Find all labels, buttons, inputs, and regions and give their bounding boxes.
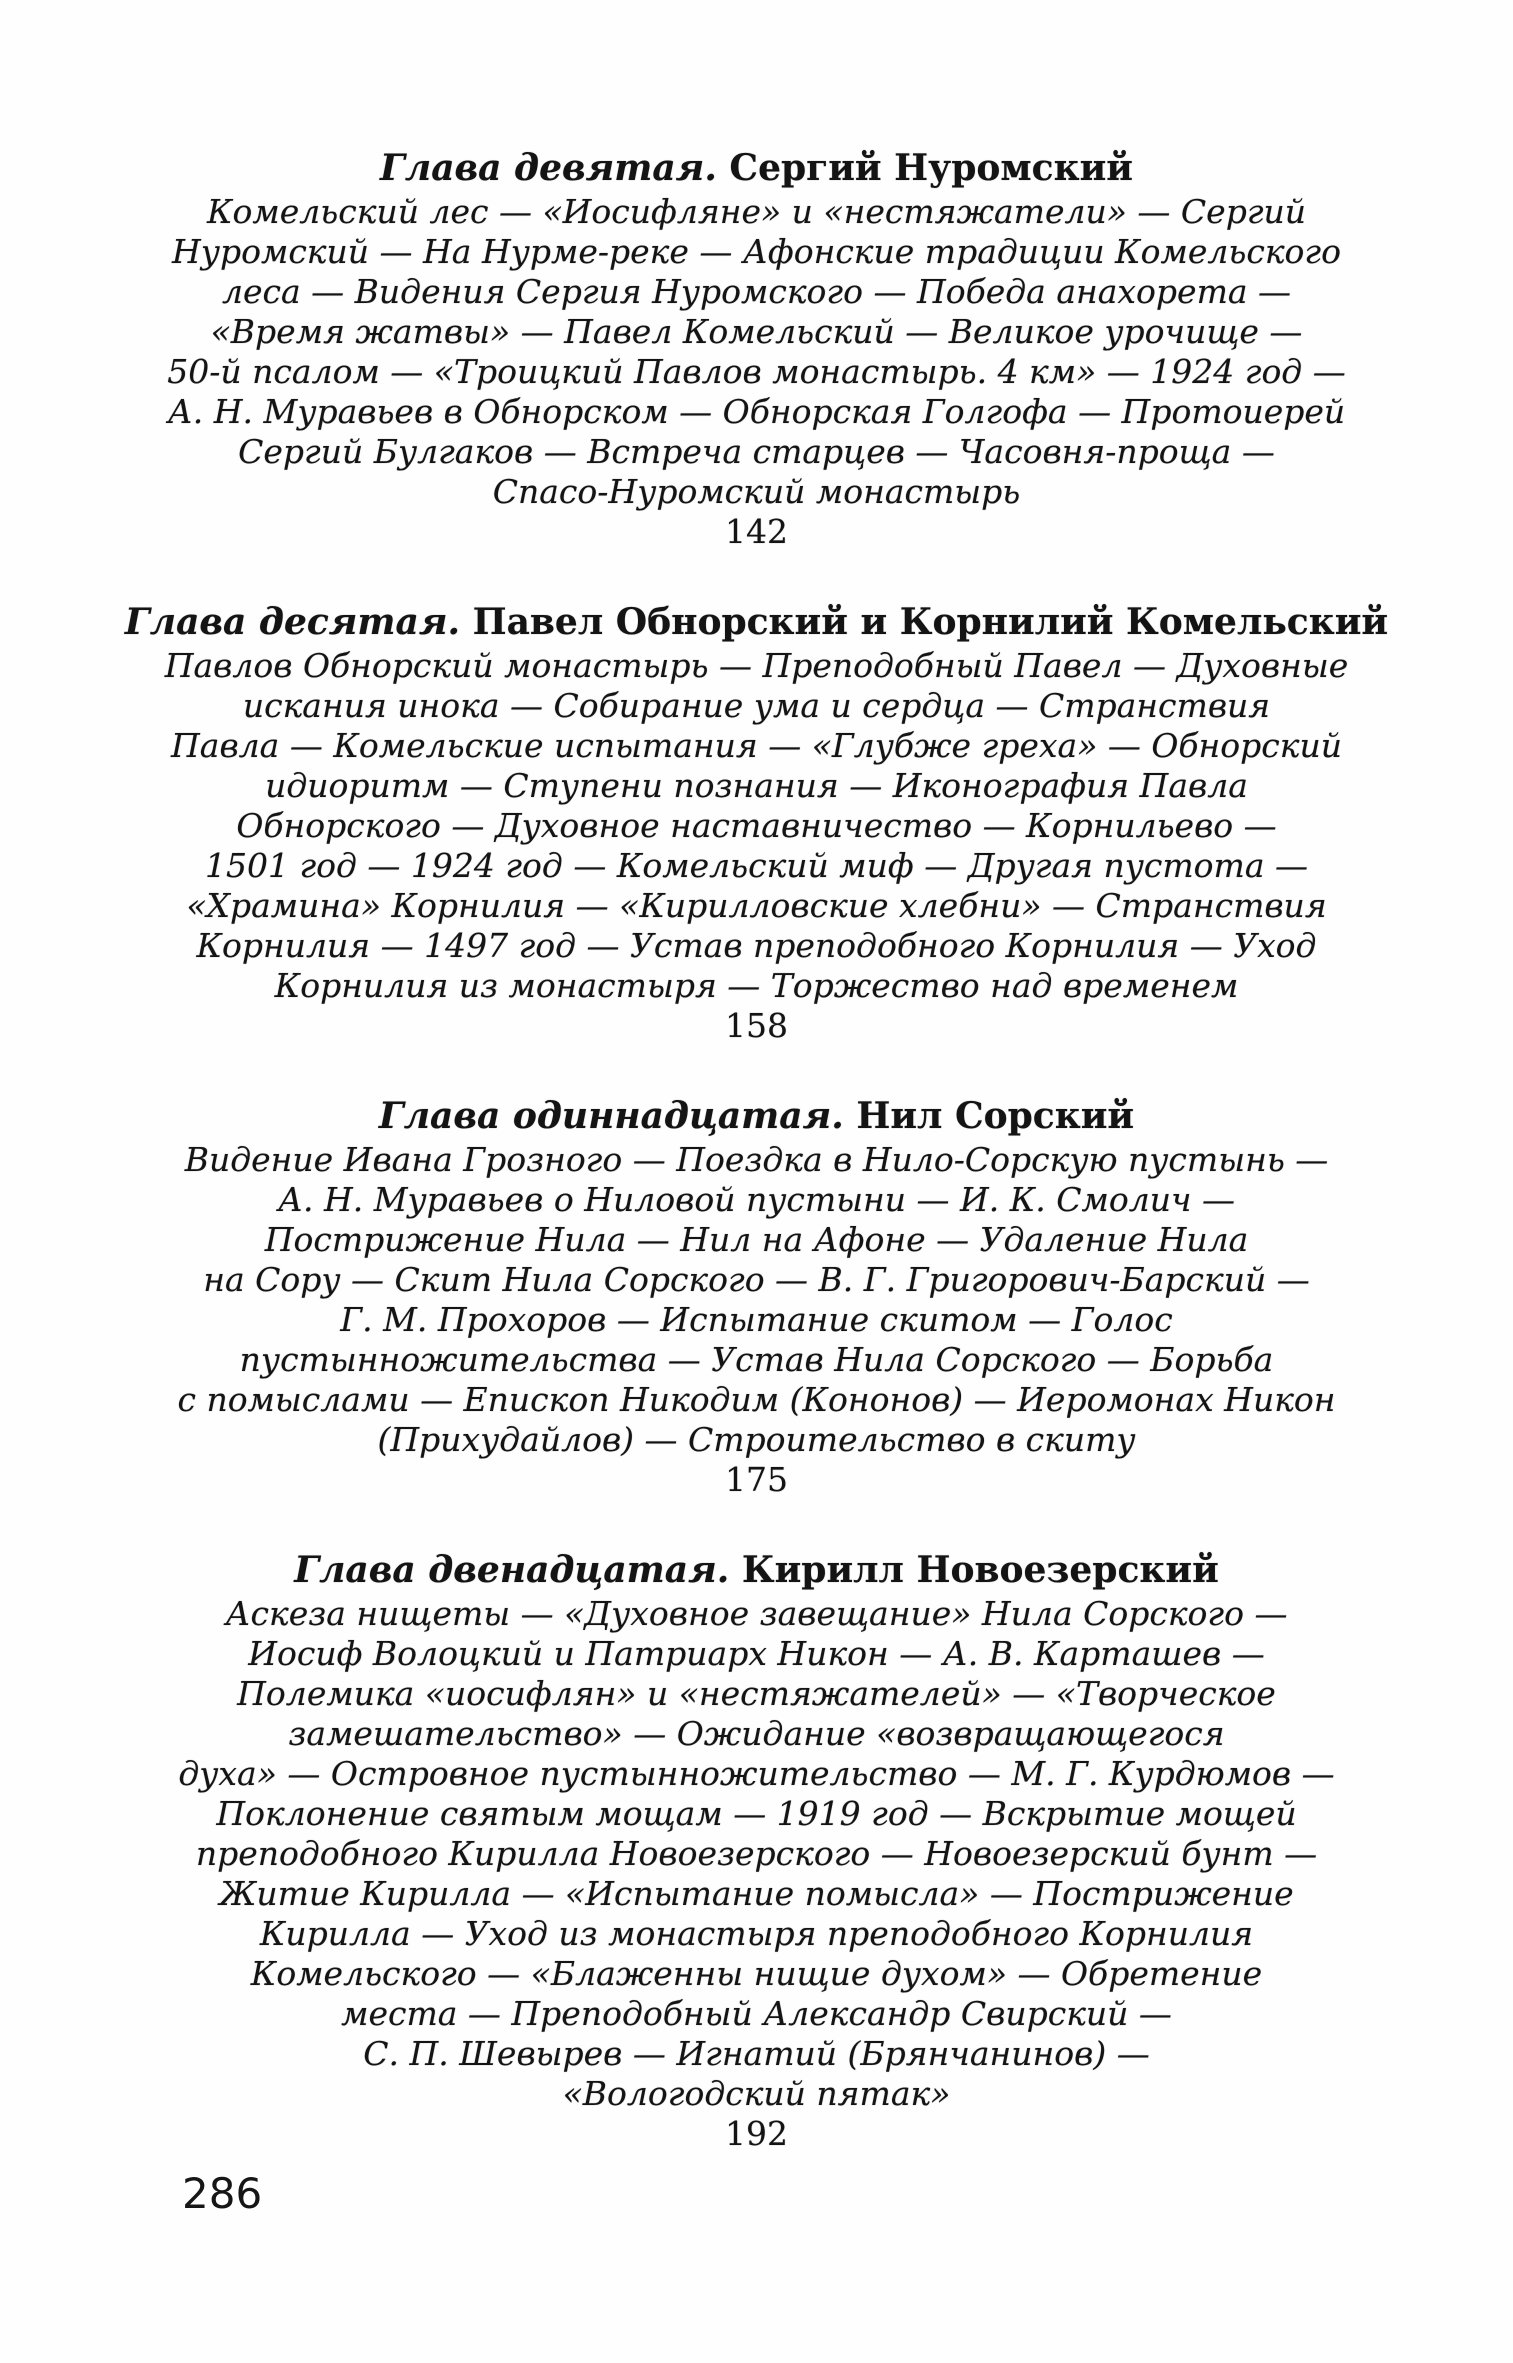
- summary-line: Видение Ивана Грозного — Поездка в Нило-Сорскую пустынь —: [184, 1140, 1329, 1179]
- chapter-heading: [0, 1548, 1513, 1592]
- chapter-block-12: [0, 1548, 1513, 2154]
- summary-line: Корнилия — 1497 год — Устав преподобного Корнилия — Уход: [196, 926, 1317, 965]
- summary-line: Обнорского — Духовное наставничество — Корнильево —: [236, 806, 1277, 845]
- summary-line: с помыслами — Епископ Никодим (Кононов) — Иеромонах Никон: [177, 1380, 1336, 1419]
- summary-line: Спасо-Нуромский монастырь: [492, 472, 1021, 511]
- chapter-label: Глава двенадцатая.: [294, 1549, 730, 1591]
- chapter-heading: [0, 600, 1513, 644]
- summary-line: на Сору — Скит Нила Сорского — В. Г. Григорович-Барский —: [203, 1260, 1310, 1299]
- chapter-block-11: [0, 1094, 1513, 1500]
- summary-line: искания инока — Собирание ума и сердца — Странствия: [242, 686, 1271, 725]
- summary-line: преподобного Кирилла Новоезерского — Новоезерский бунт —: [195, 1834, 1318, 1873]
- chapter-title: Кирилл Новоезерский: [741, 1549, 1219, 1591]
- summary-line: места — Преподобный Александр Свирский —: [341, 1994, 1172, 2033]
- summary-line: А. Н. Муравьев в Обнорском — Обнорская Голгофа — Протоиерей: [167, 392, 1346, 431]
- summary-line: С. П. Шевырев — Игнатий (Брянчанинов) —: [363, 2034, 1150, 2073]
- summary-line: «Храмина» Корнилия — «Кирилловские хлебни» — Странствия: [186, 886, 1327, 925]
- summary-line: Павла — Комельские испытания — «Глубже греха» — Обнорский: [171, 726, 1342, 765]
- summary-line: Г. М. Прохоров — Испытание скитом — Голос: [340, 1300, 1173, 1339]
- chapter-summary: [0, 1140, 1513, 1460]
- chapter-title: Павел Обнорский и Корнилий Комельский: [472, 601, 1389, 643]
- summary-line: Корнилия из монастыря — Торжество над временем: [274, 966, 1239, 1005]
- summary-line: пустынножительства — Устав Нила Сорского — Борьба: [239, 1340, 1274, 1379]
- chapter-summary: [0, 192, 1513, 512]
- chapter-page-number: 192: [725, 2114, 788, 2153]
- chapter-title: Сергий Нуромский: [729, 147, 1133, 189]
- summary-line: «Вологодский пятак»: [562, 2074, 951, 2113]
- chapter-heading: [0, 1094, 1513, 1138]
- summary-line: (Прихудайлов) — Строительство в скиту: [377, 1420, 1136, 1459]
- chapter-page-number: 142: [725, 512, 788, 551]
- summary-line: Кирилла — Уход из монастыря преподобного Корнилия: [259, 1914, 1254, 1953]
- summary-line: леса — Видения Сергия Нуромского — Победа анахорета —: [221, 272, 1292, 311]
- summary-line: Иосиф Волоцкий и Патриарх Никон — А. В. Карташев —: [248, 1634, 1265, 1673]
- summary-line: Павлов Обнорский монастырь — Преподобный Павел — Духовные: [164, 646, 1349, 685]
- summary-line: 1501 год — 1924 год — Комельский миф — Другая пустота —: [205, 846, 1308, 885]
- summary-line: Аскеза нищеты — «Духовное завещание» Нила Сорского —: [225, 1594, 1288, 1633]
- summary-line: Комельский лес — «Иосифляне» и «нестяжатели» — Сергий: [206, 192, 1307, 231]
- chapter-block-10: [0, 600, 1513, 1046]
- chapter-page-number: 158: [725, 1006, 788, 1045]
- summary-line: Житие Кирилла — «Испытание помысла» — Пострижение: [219, 1874, 1294, 1913]
- chapter-label: Глава одиннадцатая.: [378, 1095, 844, 1137]
- summary-line: «Время жатвы» — Павел Комельский — Великое урочище —: [210, 312, 1303, 351]
- summary-line: замешательство» — Ожидание «возвращающегося: [288, 1714, 1225, 1753]
- summary-line: Сергий Булгаков — Встреча старцев — Часовня-проща —: [238, 432, 1275, 471]
- chapter-block-9: [0, 146, 1513, 552]
- summary-line: Нуромский — На Нурме-реке — Афонские традиции Комельского: [172, 232, 1341, 271]
- chapter-page-number: 175: [725, 1460, 788, 1499]
- chapter-label: Глава девятая.: [380, 147, 717, 189]
- summary-line: 50-й псалом — «Троицкий Павлов монастырь. 4 км» — 1924 год —: [167, 352, 1346, 391]
- summary-line: А. Н. Муравьев о Ниловой пустыни — И. К. Смолич —: [278, 1180, 1235, 1219]
- chapter-heading: [0, 146, 1513, 190]
- chapter-summary: [0, 1594, 1513, 2114]
- summary-line: Комельского — «Блаженны нищие духом» — Обретение: [250, 1954, 1263, 1993]
- summary-line: Полемика «иосифлян» и «нестяжателей» — «Творческое: [237, 1674, 1276, 1713]
- summary-line: духа» — Островное пустынножительство — М. Г. Курдюмов —: [178, 1754, 1335, 1793]
- chapter-summary: [0, 646, 1513, 1006]
- page-folio: 286: [182, 2169, 263, 2218]
- summary-line: Поклонение святым мощам — 1919 год — Вскрытие мощей: [216, 1794, 1297, 1833]
- chapter-title: Нил Сорский: [856, 1095, 1135, 1137]
- summary-line: идиоритм — Ступени познания — Иконография Павла: [265, 766, 1248, 805]
- chapter-label: Глава десятая.: [124, 601, 461, 643]
- summary-line: Пострижение Нила — Нил на Афоне — Удаление Нила: [264, 1220, 1249, 1259]
